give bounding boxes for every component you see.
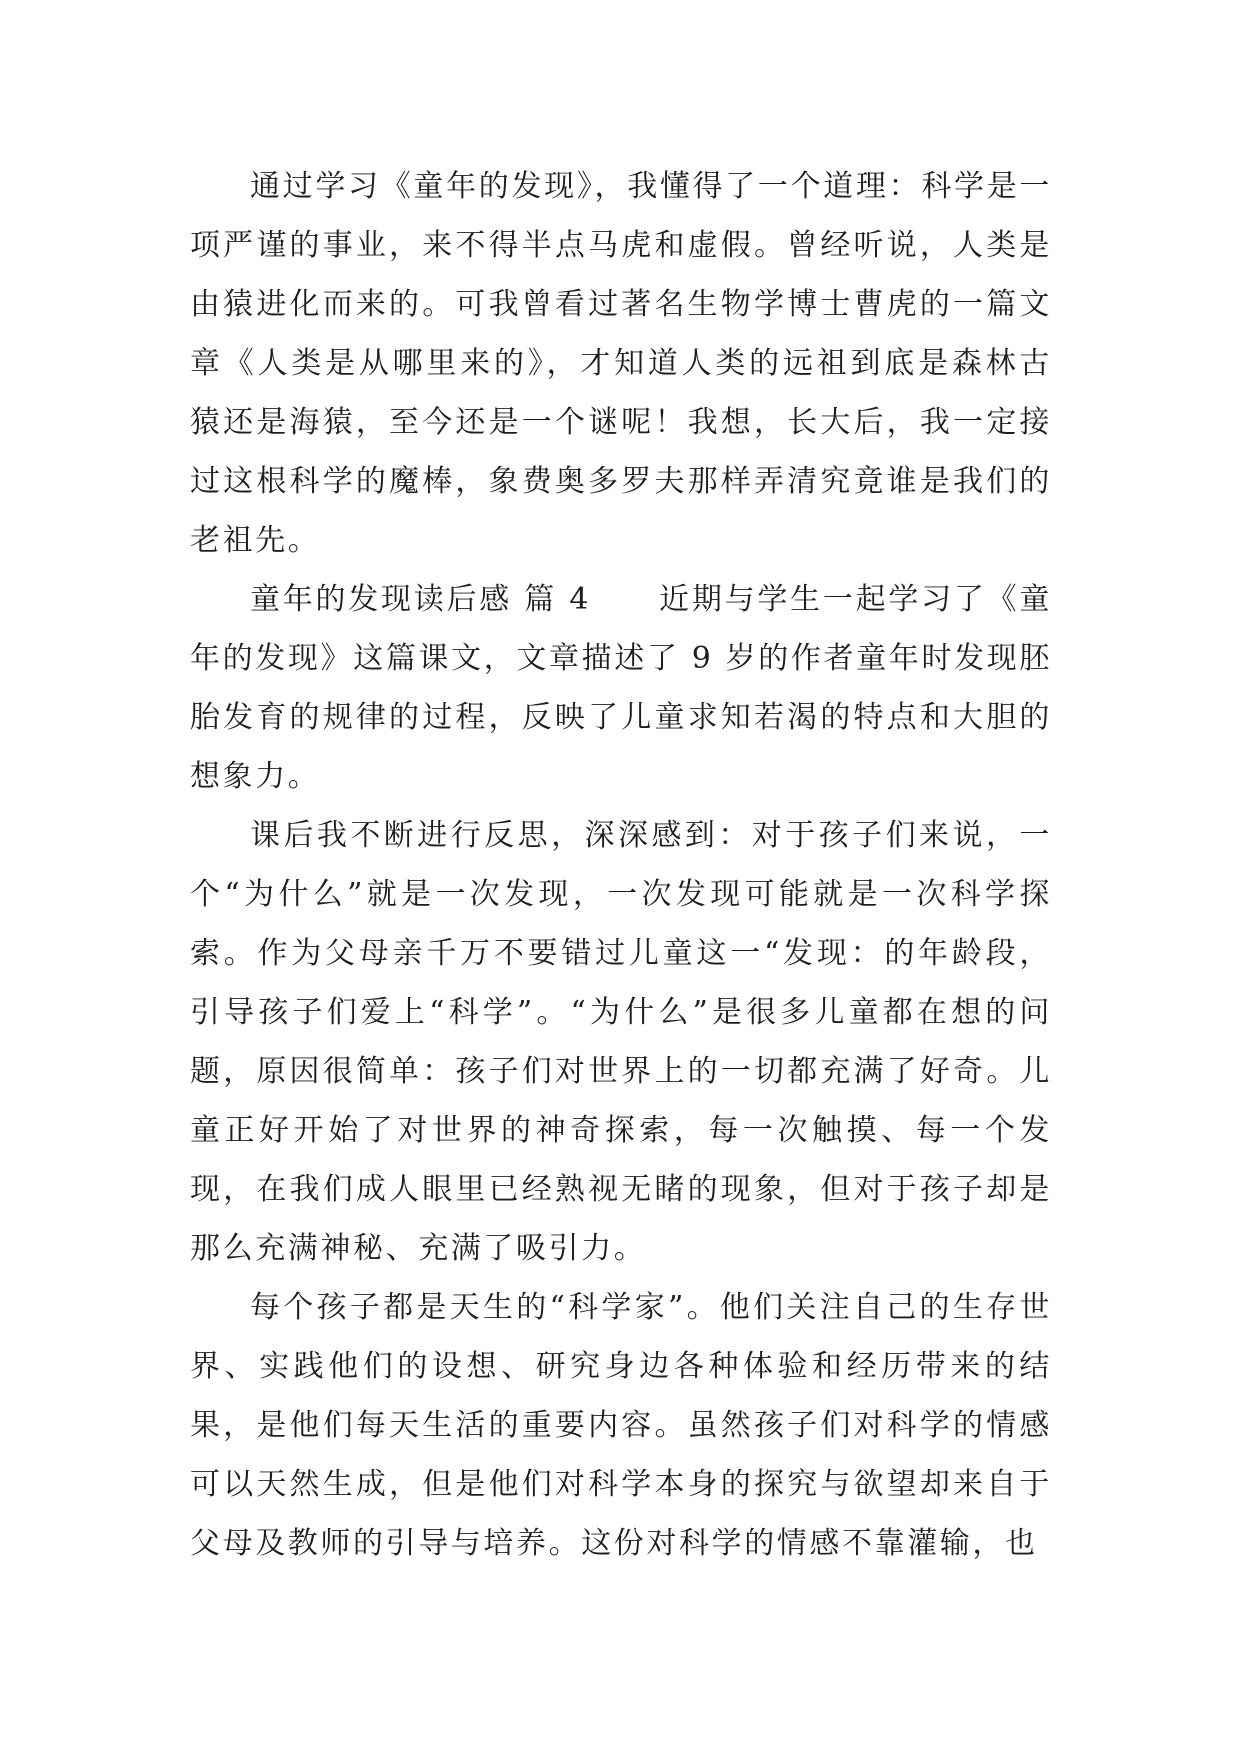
paragraph-2 <box>190 570 1052 806</box>
paragraph-text: 每个孩子都是天生的“科学家”。他们关注自己的生存世界、实践他们的设想、研究身边各种体验和经历带来的结果，是他们每天生活的重要内容。虽然孩子们对科学的情感可以天然生成，但是他们对科学本身的探究与欲望却来自于父母及教师的引导与培养。这份对科学的情感不靠灌输，也 <box>190 1290 1052 1561</box>
paragraph-text: 课后我不断进行反思，深深感到：对于孩子们来说，一个“为什么”就是一次发现，一次发现可能就是一次科学探索。作为父母亲千万不要错过儿童这一“发现：的年龄段，引导孩子们爱上“科学”。“为什么”是很多儿童都在想的问题，原因很简单：孩子们对世界上的一切都充满了好奇。儿童正好开始了对世界的神奇探索，每一次触摸、每一个发现，在我们成人眼里已经熟视无睹的现象，但对于孩子却是那么充满神秘、充满了吸引力。 <box>190 818 1052 1266</box>
paragraph-text: 通过学习《童年的发现》，我懂得了一个道理：科学是一项严谨的事业，来不得半点马虎和虚假。曾经听说，人类是由猿进化而来的。可我曾看过著名生物学博士曹虎的一篇文章《人类是从哪里来的》，才知道人类的远祖到底是森林古猿还是海猿，至今还是一个谜呢！我想，长大后，我一定接过这根科学的魔棒，象费奥多罗夫那样弄清究竟谁是我们的老祖先。 <box>190 169 1052 558</box>
paragraph-text: 近期与学生一起学习了《童年的发现》这篇课文，文章描述了 9 岁的作者童年时发现胚胎发育的规律的过程，反映了儿童求知若渴的特点和大胆的想象力。 <box>190 582 1053 794</box>
paragraph-4 <box>190 1278 1052 1573</box>
body-text <box>190 157 1052 1573</box>
paragraph-1 <box>190 157 1052 570</box>
paragraph-3 <box>190 806 1052 1278</box>
section-heading: 童年的发现读后感 篇 4 <box>250 582 592 617</box>
